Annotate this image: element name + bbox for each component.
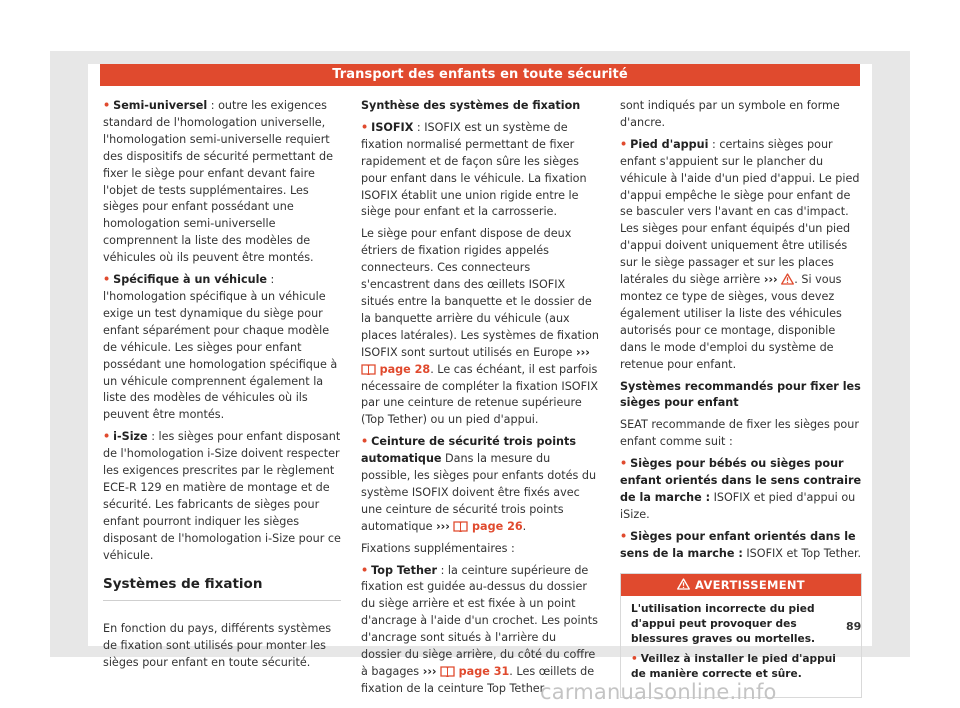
- term-rec-bebes: Sièges pour bébés ou sièges pour enfant orientés dans le sens contraire de la marche :: [620, 457, 862, 504]
- text-connecteurs-b: . Le cas échéant, il est parfois nécessaire de compléter la fixation ISOFIX par une ceinture de retenue supérieure (Top Tether) ou un pied d'appui.: [361, 362, 599, 427]
- term-top-tether: Top Tether: [371, 563, 438, 577]
- warning-header: [621, 574, 861, 596]
- cross-ref-arrows: ›››: [422, 665, 437, 678]
- term-isofix: ISOFIX: [371, 120, 414, 134]
- paragraph-recommandation: SEAT recommande de fixer les sièges pour enfant comme suit :: [620, 418, 859, 449]
- heading-synthese: Synthèse des systèmes de fixation: [361, 99, 581, 112]
- page-header-title: Transport des enfants en toute sécurité: [100, 64, 860, 86]
- paragraph-pied-appui: [620, 137, 862, 374]
- cross-ref-arrows: ›››: [575, 345, 590, 359]
- text-isofix: : ISOFIX est un système de fixation normalisé permettant de fixer rapidement et de façon sûre les sièges pour enfant dans le véhicule. La fixation ISOFIX établit une union rigide entre le siège pour enfant et la carrosserie.: [361, 120, 587, 219]
- paragraph-continuation: sont indiqués par un symbole en forme d'ancre.: [620, 99, 840, 129]
- page-number: 89: [846, 620, 862, 633]
- paragraph-i-size: [103, 429, 341, 564]
- column-3: [620, 98, 862, 698]
- book-reference-icon: [453, 520, 468, 532]
- book-reference-icon: [361, 363, 376, 375]
- section-title: Systèmes de fixation: [103, 576, 263, 593]
- text-connecteurs: Le siège pour enfant dispose de deux étriers de fixation rigides appelés connecteurs. Ces connecteurs s'encastrent dans des œillets ISOFIX situés entre la banquette et le dossier de la banquette arrière du véhicule (aux places latérales). Les systèmes de fixation ISOFIX sont surtout utilisés en Europe: [361, 227, 599, 359]
- warning-triangle-icon: [677, 578, 690, 590]
- paragraph-rec-sens-marche: [620, 529, 862, 563]
- book-reference-icon: [440, 665, 455, 677]
- text-top-tether: : la ceinture supérieure de fixation est guidée au-dessus du dossier du siège arrière et est fixée à un point d'ancrage à l'aide d'un crochet. Les points d'ancrage sont situés à l'arrière du dossier du siège arrière, du côté du coffre à bagages: [361, 563, 598, 678]
- text-i-size: : les sièges pour enfant disposant de l'homologation i-Size doivent respecter les exigences prescrites par le règlement ECE-R 129 en matière de montage et de sécurité. Les fabricants de sièges pour enfant pourront indiquer les sièges disposant de l'homologation i-Size pour ce véhicule.: [103, 430, 341, 562]
- cross-ref-arrows: ›››: [436, 519, 450, 533]
- paragraph-section-intro: En fonction du pays, différents systèmes de fixation sont utilisés pour monter les sièges pour enfant en toute sécurité.: [103, 622, 332, 670]
- warning-box: [620, 573, 862, 698]
- warning-item-text: Veillez à installer le pied d'appui de manière correcte et sûre.: [631, 652, 836, 681]
- column-1: [103, 98, 341, 677]
- warning-triangle-icon: [781, 273, 794, 285]
- bullet-marker: •: [620, 457, 628, 471]
- cross-ref-arrows: ›››: [763, 273, 778, 287]
- text-pied-appui-b: . Si vous montez ce type de sièges, vous devez également utiliser la liste des véhicules autorisés pour ce montage, disponible dans le mode d'emploi du système de retenue pour enfant.: [620, 273, 842, 371]
- term-pied-appui: Pied d'appui: [630, 137, 709, 151]
- link-page-31[interactable]: page 31: [458, 665, 510, 678]
- paragraph-fixations-supplementaires: Fixations supplémentaires :: [361, 541, 515, 555]
- bullet-marker: •: [361, 120, 369, 134]
- bullet-marker: •: [631, 652, 638, 665]
- term-rec-sens-marche: Sièges pour enfant orientés dans le sens de la marche :: [620, 529, 856, 560]
- text-top-tether-b: . Les œillets de fixation de la ceinture Top Tether: [361, 665, 595, 695]
- text-rec-sens-marche: ISOFIX et Top Tether.: [742, 546, 862, 560]
- paragraph-connecteurs: [361, 226, 599, 429]
- paragraph-isofix: [361, 120, 599, 221]
- warning-title: AVERTISSEMENT: [695, 577, 805, 592]
- link-page-26[interactable]: page 26: [472, 519, 523, 533]
- bullet-marker: •: [103, 99, 111, 112]
- bullet-marker: •: [361, 435, 369, 449]
- text-semi-universel: : outre les exigences standard de l'homologation universelle, l'homologation semi-universelle requiert des dispositifs de sécurité permettant de fixer le siège pour enfant devant faire l'objet de tests supplémentaires. Les sièges pour enfant possédant une homologation semi-universelle comprennent la liste des modèles de véhicules où ils peuvent être montés.: [103, 99, 333, 265]
- text-pied-appui: : certains sièges pour enfant s'appuient sur le plancher du véhicule à l'aide d'un pied d'appui. Le pied d'appui empêche le siège pour enfant de se basculer vers l'avant en cas d'impact. Les sièges pour enfant équipés d'un pied d'appui doivent uniquement être utilisés sur le siège passager et sur les places latérales du siège arrière: [620, 137, 860, 287]
- section-divider: [103, 600, 341, 601]
- bullet-marker: •: [361, 563, 369, 577]
- column-2: [361, 98, 599, 703]
- term-semi-universel: Semi-universel: [113, 99, 208, 112]
- text-specifique: : l'homologation spécifique à un véhicule exige un test dynamique du siège pour enfant séparément pour chaque modèle de véhicule. Les sièges pour enfant possédant une homologation spécifique à un véhicule comprennent également la liste des modèles de véhicules où ils peuvent être montés.: [103, 273, 338, 422]
- paragraph-rec-bebes: [620, 456, 862, 524]
- term-i-size: i-Size: [113, 430, 148, 444]
- term-specifique: Spécifique à un véhicule: [113, 273, 267, 287]
- paragraph-ceinture: [361, 434, 599, 535]
- term-ceinture: Ceinture de sécurité trois points automatique: [361, 435, 577, 466]
- period: .: [522, 519, 527, 533]
- text-rec-bebes: ISOFIX et pied d'appui ou iSize.: [620, 490, 856, 521]
- bullet-marker: •: [620, 529, 628, 543]
- paragraph-semi-universel: [103, 98, 341, 267]
- text-ceinture: Dans la mesure du possible, les sièges pour enfants dotés du système ISOFIX doivent être fixés avec une ceinture de sécurité trois points automatique: [361, 452, 597, 533]
- warning-item: [631, 652, 851, 683]
- heading-systemes-recommandes: Systèmes recommandés pour fixer les sièges pour enfant: [620, 379, 861, 410]
- bullet-marker: •: [620, 137, 628, 151]
- link-page-28[interactable]: page 28: [379, 362, 431, 376]
- paragraph-specifique: [103, 272, 341, 424]
- section-systemes-de-fixation: [103, 574, 341, 607]
- watermark: carmanualsonline.info: [540, 680, 777, 704]
- warning-text: L'utilisation incorrecte du pied d'appui peut provoquer des blessures graves ou mortelles.: [631, 602, 816, 646]
- paragraph-top-tether: [361, 563, 599, 698]
- bullet-marker: •: [103, 430, 111, 444]
- bullet-marker: •: [103, 273, 111, 287]
